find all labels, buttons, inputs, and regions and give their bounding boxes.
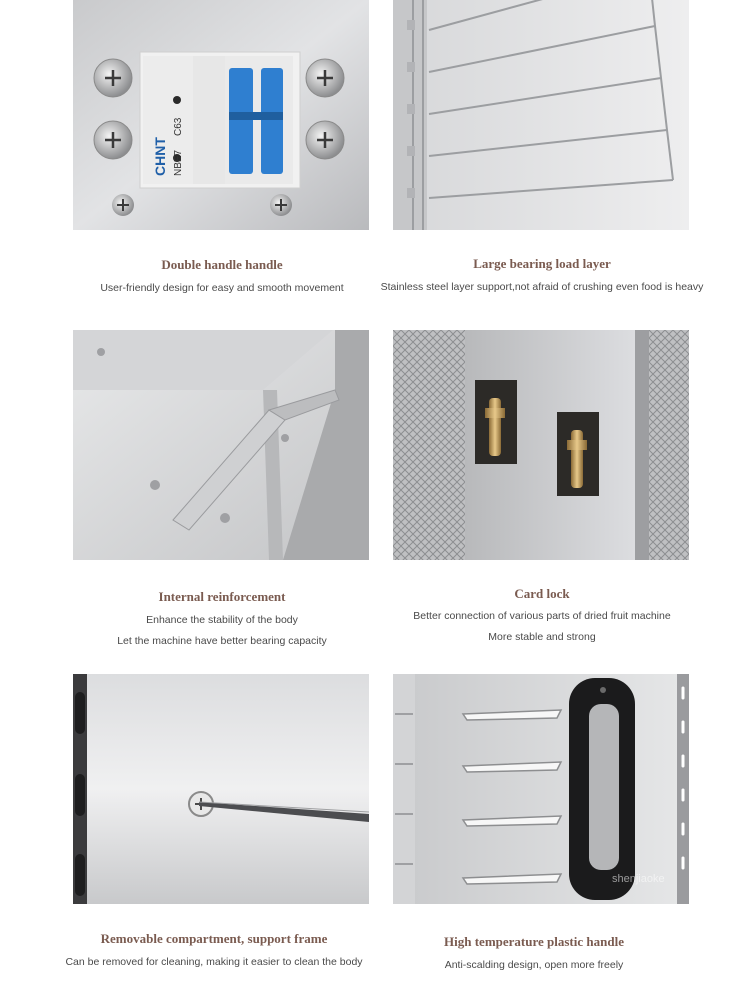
breaker-rating: C63 bbox=[173, 117, 184, 136]
photo-card-lock bbox=[393, 330, 689, 560]
photo-breaker bbox=[73, 0, 369, 230]
watermark: shenjiaoke bbox=[612, 873, 665, 885]
feature-title: Internal reinforcement bbox=[158, 589, 286, 604]
feature-description: Let the machine have better bearing capacity bbox=[117, 635, 327, 647]
feature-description: Can be removed for cleaning, making it easier to clean the body bbox=[65, 956, 363, 968]
photo-internal-reinforcement bbox=[73, 330, 369, 560]
feature-description: User-friendly design for easy and smooth movement bbox=[100, 282, 344, 294]
feature-description: Stainless steel layer support,not afraid of crushing even food is heavy bbox=[380, 281, 704, 293]
feature-description: More stable and strong bbox=[488, 631, 596, 643]
feature-description: Better connection of various parts of dried fruit machine bbox=[413, 610, 671, 622]
feature-title: Double handle handle bbox=[161, 257, 283, 272]
feature-title: Large bearing load layer bbox=[473, 256, 611, 271]
photo-removable-frame bbox=[73, 674, 369, 904]
breaker-brand: CHNT bbox=[152, 137, 168, 176]
feature-description: Anti-scalding design, open more freely bbox=[444, 959, 624, 971]
photo-rack-layers bbox=[393, 0, 689, 230]
feature-description: Enhance the stability of the body bbox=[146, 614, 298, 626]
breaker-model: NBE7 bbox=[173, 149, 184, 176]
feature-title: Removable compartment, support frame bbox=[100, 931, 328, 946]
photo-plastic-handle bbox=[393, 674, 689, 904]
feature-title: Card lock bbox=[514, 586, 570, 601]
feature-title: High temperature plastic handle bbox=[444, 934, 624, 949]
